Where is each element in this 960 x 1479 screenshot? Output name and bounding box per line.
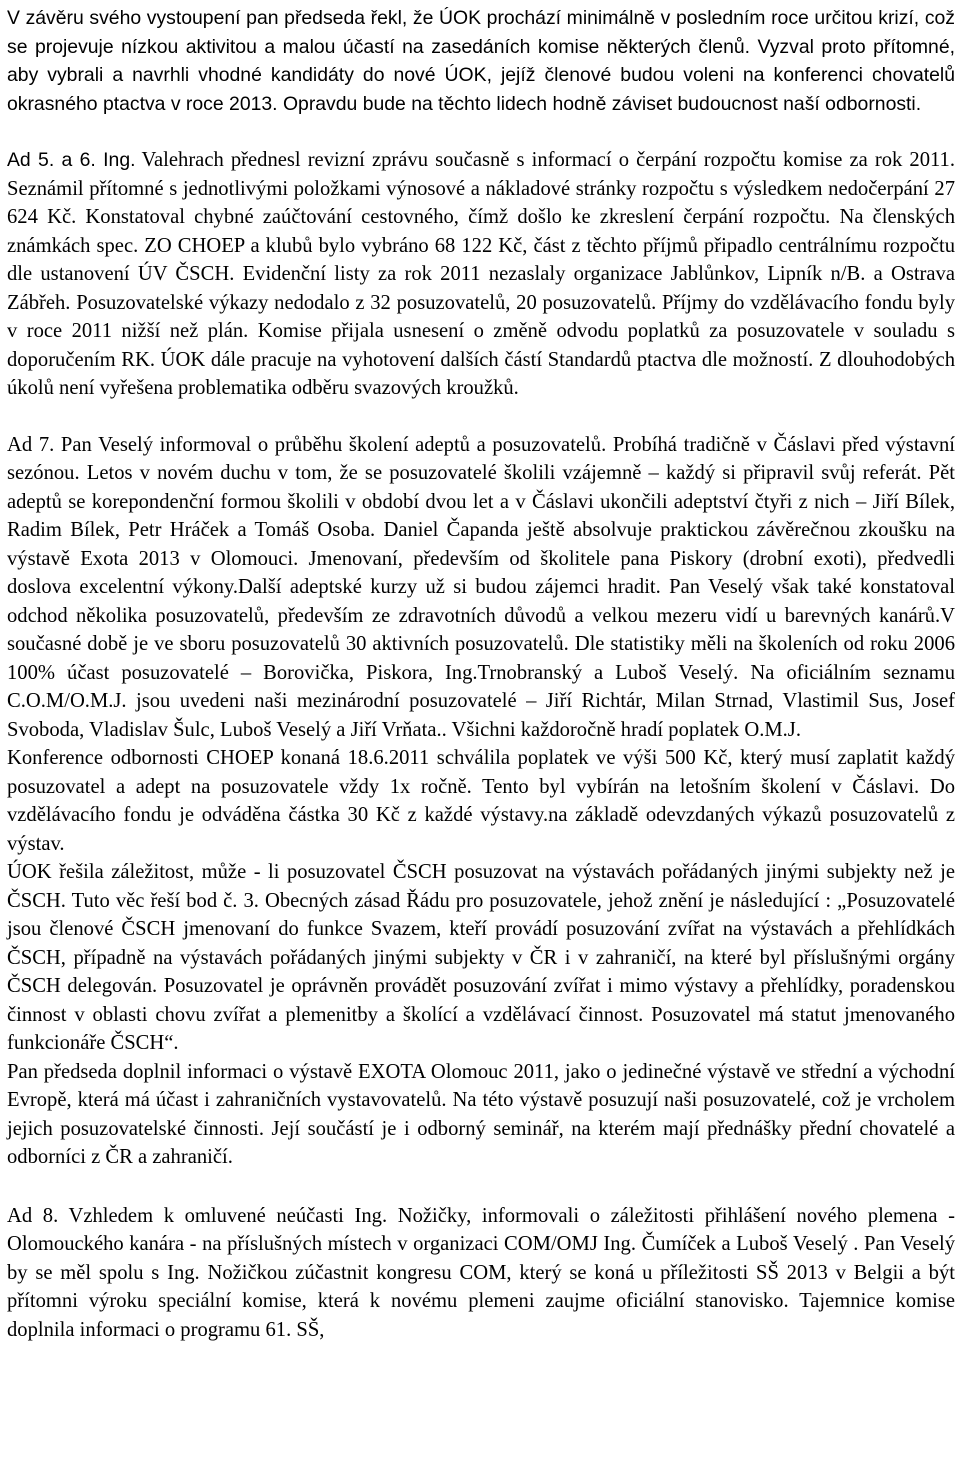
paragraph-exota: Pan předseda doplnil informaci o výstavě EXOTA Olomouc 2011, jako o jedinečné výstavě ve střední a východní Evropě, která má účast i zahraničních vystavovatelů. Na této výstavě posuzují naši posuzovatelé, což je vrcholem jejich posuzovatelské činnosti. Její součástí je i odborný seminář, na kterém mají přednášky přední chovatelé a odborníci z ČR a zahraničí. [7,1060,955,1169]
ad5-body: Valehrach přednesl revizní zprávu současně s informací o čerpání rozpočtu komise za rok 2011. Seznámil přítomné s jednotlivými položkami výnosové a nákladové stránky rozpočtu s výsledkem nedočerpání 27 624 Kč. Konstatoval chybné zaúčtování cestovného, čímž došlo ke zkreslení čerpání rozpočtu. Na členských známkách spec. ZO CHOEP a klubů bylo vybráno 68 122 Kč, část z těchto příjmů připadlo centrálnímu rozpočtu dle ustanovení ÚV ČSCH. Evidenční listy za rok 2011 nezaslaly organizace Jablůnkov, Lipník n/B. a Ostrava Zábřeh. Posuzovatelské výkazy nedodalo z 32 posuzovatelů, 20 posuzovatelů. Příjmy do vzdělávacího fondu byly v roce 2011 nižší než plán. Komise přijala usnesení o změně odvodu poplatků za posuzovatele v souladu s doporučením RK. ÚOK dále pracuje na vyhotovení dalších částí Standardů ptactva dle možností. Z dlouhodobých úkolů není vyřešena problematika odběru svazových kroužků. [7,149,955,400]
ad5-heading: Ad 5. a 6. Ing. [7,149,136,172]
paragraph-conference-fee: Konference odbornosti CHOEP konaná 18.6.2011 schválila poplatek ve výši 500 Kč, který musí zaplatit každý posuzovatel a adept na posuzovatele vždy 1x ročně. Tento byl vybírán na letošním školení v Čáslavi. Do vzdělávacího fondu je odváděna částka 30 Kč z každé výstavy.na základě odevzdaných výkazů posuzovatelů z výstav. [7,747,955,855]
document-page [7,4,955,1344]
paragraph-ad-7: Ad 7. Pan Veselý informoval o průběhu školení adeptů a posuzovatelů. Probíhá tradičně v Čáslavi před výstavní sezónou. Letos v novém duchu v tom, že se posuzovatelé školili vzájemně – každý si připravil svůj referát. Pět adeptů se korepondenční formou školili v období dvou let a v Čáslavi ukončili adeptství čtyři z nich – Jiří Bílek, Radim Bílek, Petr Hráček a Tomáš Osoba. Daniel Čapanda ještě absolvuje praktickou závěrečnou zkoušku na výstavě Exota 2013 v Olomouci. Jmenovaní, především od školitele pana Piskory (drobní exoti), předvedli doslova excelentní výkony.Další adeptské kurzy už si budou zájemci hradit. Pan Veselý však také konstatoval odchod několika posuzovatelů, především ze zdravotních důvodů a velkou mezeru vidí u barevných kanárů.V současné době je ve sboru posuzovatelů 30 aktivních posuzovatelů. Dle statistiky měli na školeních od roku 2006 100% účast posuzovatelé – Borovička, Piskora, Ing.Trnobranský a Luboš Veselý. Na oficiálním seznamu C.O.M/O.M.J. jsou uvedeni naši mezinárodní posuzovatelé – Jiří Richtár, Milan Strnad, Vlastimil Sus, Josef Svoboda, Vladislav Šulc, Luboš Veselý a Jiří Vrňata.. Všichni každoročně hradí poplatek O.M.J. [7,433,955,741]
paragraph-uok-rules: ÚOK řešila záležitost, může - li posuzovatel ČSCH posuzovat na výstavách pořádaných jinými subjekty než je ČSCH. Tuto věc řeší bod č. 3. Obecných zásad Řádu pro posuzovatele, jehož znění je následující : „Posuzovatelé jsou členové ČSCH jmenovaní do funkce Svazem, kteří provádí posuzování zvířat na výstavách a přehlídkách ČSCH, případně na výstavách pořádaných jinými subjekty v ČR i v zahraničí, na které byl příslušnými orgány ČSCH delegován. Posuzovatel je oprávněn provádět posuzování zvířat i mimo výstavy a přehlídky, poradenskou činnost v oblasti chovu zvířat a plemenitby a školící a vzdělávací činnost. Posuzovatel má statut jmenovaného funkcionáře ČSCH“. [7,861,955,1055]
paragraph-ad-8: Ad 8. Vzhledem k omluvené neúčasti Ing. Nožičky, informovali o záležitosti přihlášení nového plemena - Olomouckého kanára - na příslušných místech v organizaci COM/OMJ Ing. Čumíček a Luboš Veselý . Pan Veselý by se měl spolu s Ing. Nožičkou zúčastnit kongresu COM, který se koná u příležitosti SŠ 2013 v Belgii a být přítomni výroku speciální komise, která k novému plemeni zaujme oficiální stanovisko. Tajemnice komise doplnila informaci o programu 61. SŠ, [7,1204,955,1341]
paragraph-board-crisis: V závěru svého vystoupení pan předseda řekl, že ÚOK prochází minimálně v posledním roce určitou krizí, což se projevuje nízkou aktivitou a malou účastí na zasedáních komise některých členů. Vyzval proto přítomné, aby vybrali a navrhli vhodné kandidáty do nové ÚOK, jejíž členové budou voleni na konferenci chovatelů okrasného ptactva v roce 2013. Opravdu bude na těchto lidech hodně záviset budoucnost naší odbornosti. [7,7,955,115]
paragraph-ad-5-6 [7,146,955,403]
